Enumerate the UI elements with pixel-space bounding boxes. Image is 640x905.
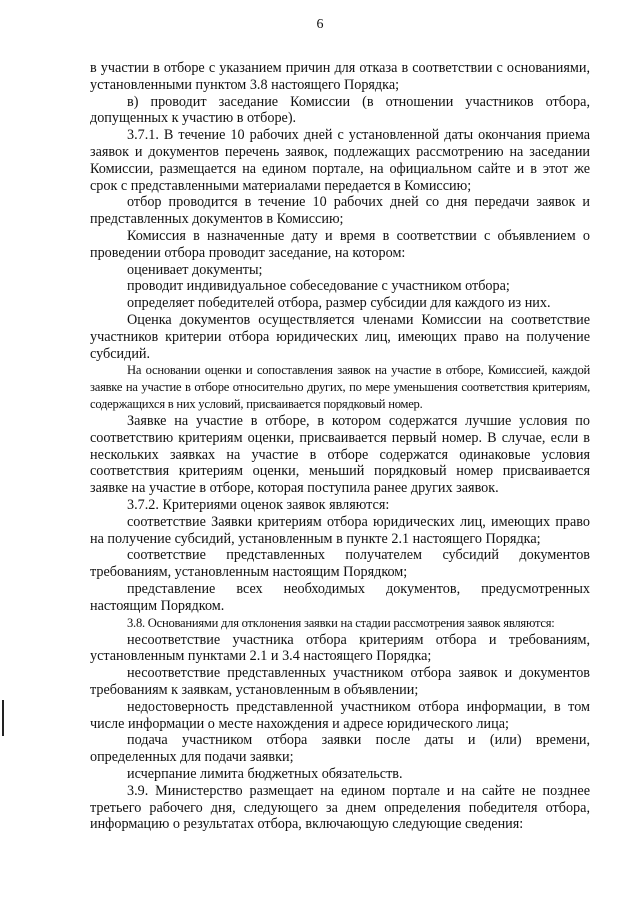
paragraph: несоответствие представленных участником отбора заявок и документов требованиям к заявкам, установленным в объявлении; [90, 665, 590, 698]
paragraph: 3.7.2. Критериями оценок заявок являются: [127, 497, 390, 514]
paragraph: оценивает документы; [127, 261, 263, 278]
paragraph: недостоверность представленной участником отбора информации, в том числе информации о месте нахождения и адресе юридического лица; [90, 698, 590, 732]
binding-mark [2, 700, 4, 736]
paragraph: проводит индивидуальное собеседование с участником отбора; [127, 278, 510, 295]
paragraph: соответствие представленных получателем субсидий документов требованиям, установленным настоящим Порядком; [90, 547, 590, 581]
page-number: 6 [316, 17, 324, 32]
paragraph: подача участником отбора заявки после даты и (или) времени, определенных для подачи заявки; [90, 732, 590, 766]
paragraph: в участии в отборе с указанием причин для отказа в соответствии с основаниями, установленными пунктом 3.8 настоящего Порядка; [90, 60, 590, 93]
paragraph: несоответствие участника отбора критериям отбора и требованиям, установленным пунктами 2.1 и 3.4 настоящего Порядка; [90, 631, 590, 665]
paragraph: 3.7.1. В течение 10 рабочих дней с установленной даты окончания приема заявок и документов перечень заявок, подлежащих рассмотрению на заседании Комиссии, размещается на едином портале, на официальном сайте и в этот же срок с представленными материалами передается в Комиссию; [90, 127, 590, 194]
paragraph: На основании оценки и сопоставления заявок на участие в отборе, Комиссией, каждой заявке на участие в отборе относительно других, по мере уменьшения соответствия критериям, содержащихся в них условий, присваивается порядковый номер. [90, 363, 590, 412]
paragraph: исчерпание лимита бюджетных обязательств. [127, 765, 403, 782]
paragraph: Комиссия в назначенные дату и время в соответствии с объявлением о проведении отбора проводит заседание, на котором: [90, 227, 590, 261]
paragraph: 3.9. Министерство размещает на едином портале и на сайте не позднее третьего рабочего дня, следующего за днем определения победителя отбора, информацию о результатах отбора, включающую следующие сведения: [90, 782, 590, 833]
paragraph: соответствие Заявки критериям отбора юридических лиц, имеющих право на получение субсидий, установленным в пункте 2.1 настоящего Порядка; [90, 513, 590, 547]
paragraph: Заявке на участие в отборе, в котором содержатся лучшие условия по соответствию критериям оценки, присваивается первый номер. В случае, если в нескольких заявках на участие в отборе содержатся одинаковые условия соответствия критериям оценки, меньший порядковый номер присваивается заявке на участие в отборе, которая поступила ранее других заявок. [90, 413, 590, 497]
paragraph: Оценка документов осуществляется членами Комиссии на соответствие участников критерии отбора юридических лиц, имеющих право на получение субсидий. [90, 311, 590, 362]
paragraph: в) проводит заседание Комиссии (в отношении участников отбора, допущенных к участию в отборе). [90, 93, 590, 127]
paragraph: определяет победителей отбора, размер субсидии для каждого из них. [127, 295, 551, 312]
paragraph: 3.8. Основаниями для отклонения заявки на стадии рассмотрения заявок являются: [127, 615, 555, 630]
document-body [90, 60, 590, 833]
paragraph: представление всех необходимых документов, предусмотренных настоящим Порядком. [90, 581, 590, 614]
paragraph: отбор проводится в течение 10 рабочих дней со дня передачи заявок и представленных документов в Комиссию; [90, 194, 590, 228]
